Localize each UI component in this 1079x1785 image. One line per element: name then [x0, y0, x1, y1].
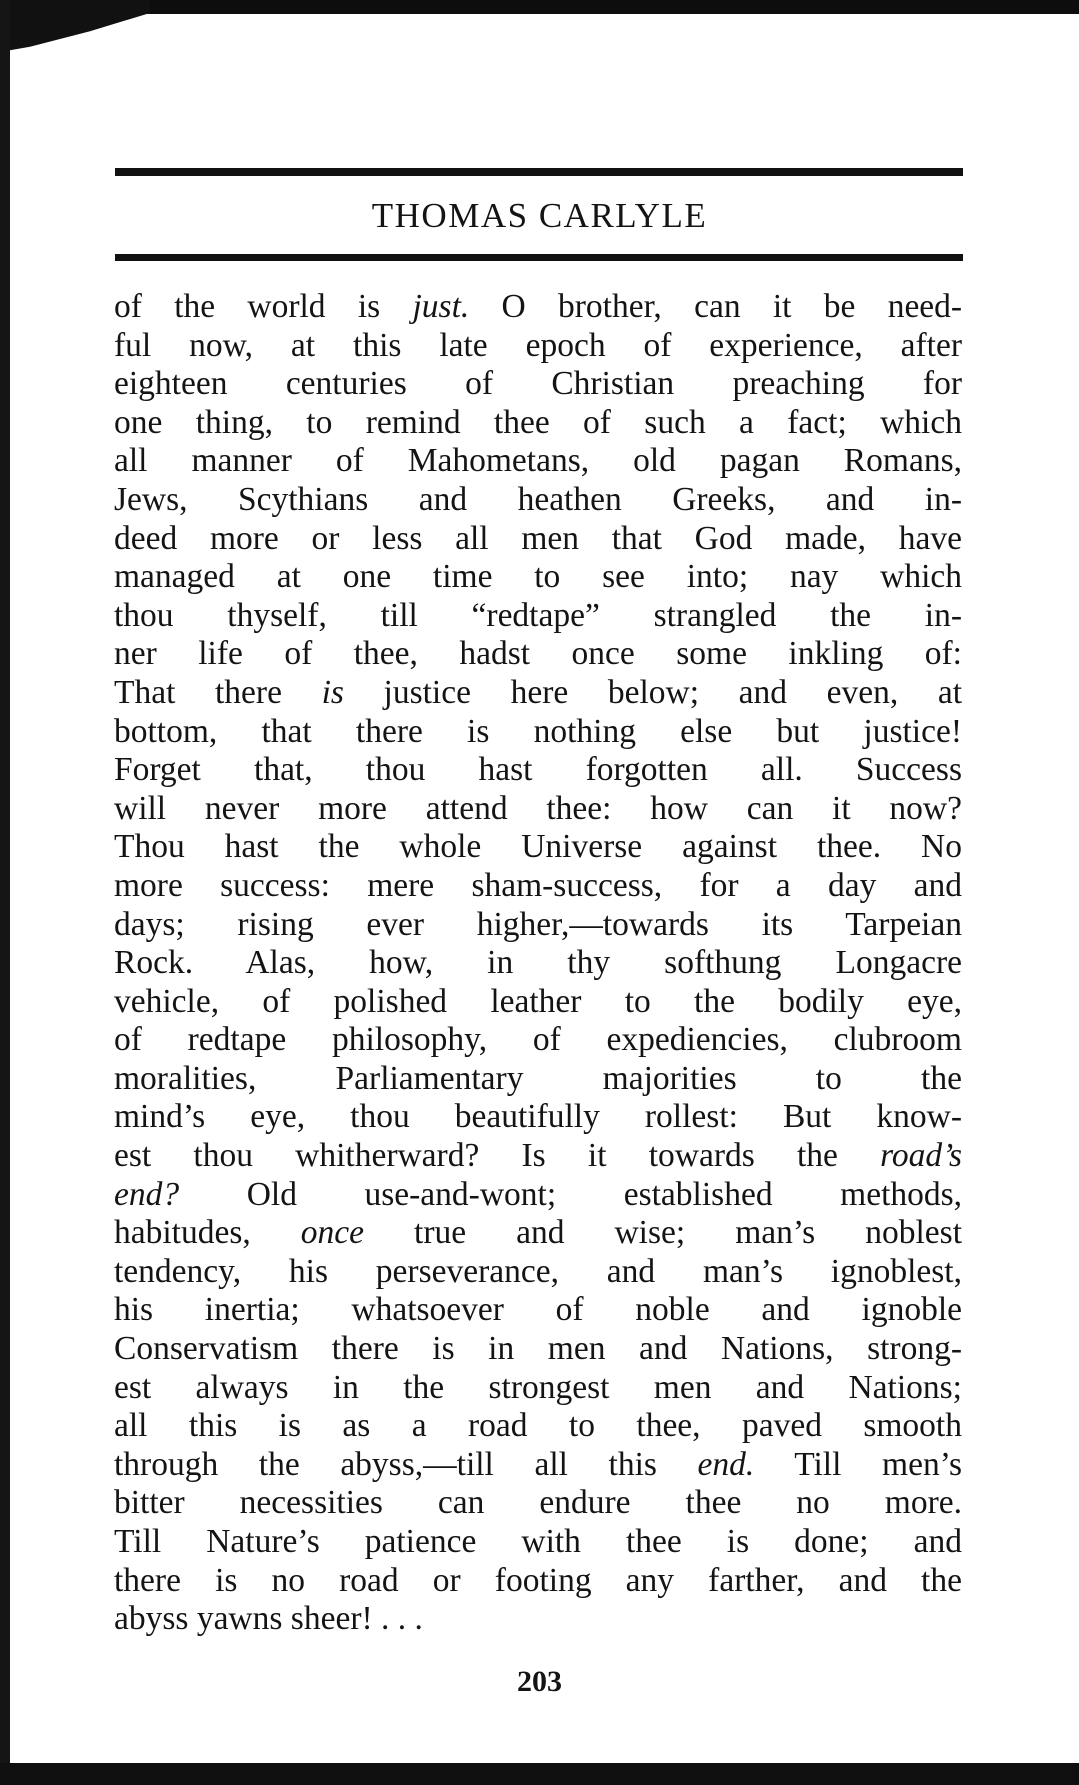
- text-line: there is no road or footing any farther, and the: [114, 1561, 962, 1599]
- text-line: Rock. Alas, how, in thy softhung Longacre: [114, 944, 962, 982]
- text-line: one thing, to remind thee of such a fact; which: [114, 403, 962, 441]
- text-line: est always in the strongest men and Nations;: [114, 1368, 962, 1406]
- body-text: [114, 288, 962, 1639]
- text-line: bottom, that there is nothing else but justice!: [114, 712, 962, 750]
- text-line: of the world is just. O brother, can it be need-: [114, 288, 963, 325]
- text-line: That there is justice here below; and even, at: [114, 673, 963, 711]
- text-line: ner life of thee, hadst once some inkling of:: [114, 635, 962, 673]
- text-line: will never more attend thee: how can it now?: [114, 789, 962, 827]
- scan-edge-top: [0, 0, 1079, 14]
- text-line: all this is as a road to thee, paved smooth: [114, 1407, 962, 1445]
- scan-edge-bottom: [0, 1763, 1079, 1785]
- text-line: mind’s eye, thou beautifully rollest: But know-: [114, 1098, 962, 1136]
- text-line: Conservatism there is in men and Nations, strong-: [114, 1330, 962, 1368]
- text-line: deed more or less all men that God made, have: [114, 519, 962, 557]
- text-line: bitter necessities can endure thee no more.: [114, 1484, 962, 1522]
- text-line: tendency, his perseverance, and man’s ignoblest,: [114, 1252, 962, 1290]
- header-rule-top: [115, 168, 963, 176]
- text-line: Till Nature’s patience with thee is done; and: [114, 1523, 962, 1560]
- text-line: habitudes, once true and wise; man’s noblest: [114, 1214, 963, 1252]
- text-line: all manner of Mahometans, old pagan Romans,: [114, 442, 962, 480]
- text-line: his inertia; whatsoever of noble and ignoble: [114, 1291, 962, 1329]
- scan-edge-left: [0, 0, 10, 1785]
- scan-edge-corner: [0, 0, 150, 52]
- text-line: moralities, Parliamentary majorities to the: [114, 1059, 962, 1097]
- text-line: eighteen centuries of Christian preaching for: [114, 365, 962, 403]
- page-number: 203: [517, 1665, 562, 1698]
- header-rule-bottom: [115, 254, 963, 261]
- text-line: end? Old use-and-wont; established methods,: [114, 1175, 963, 1213]
- text-line: Forget that, thou hast forgotten all. Success: [114, 751, 962, 789]
- text-line: est thou whitherward? Is it towards the road’s: [114, 1137, 963, 1175]
- text-line: Jews, Scythians and heathen Greeks, and in-: [114, 480, 962, 518]
- text-line: thou thyself, till “redtape” strangled the in-: [114, 596, 962, 634]
- text-line: managed at one time to see into; nay which: [114, 558, 962, 596]
- text-line: days; rising ever higher,—towards its Tarpeian: [114, 905, 962, 943]
- text-line: abyss yawns sheer! . . .: [114, 1600, 423, 1638]
- text-line: vehicle, of polished leather to the bodily eye,: [114, 982, 962, 1020]
- text-line: Thou hast the whole Universe against thee. No: [114, 828, 962, 866]
- text-line: through the abyss,—till all this end. Till men’s: [114, 1445, 963, 1483]
- text-line: ful now, at this late epoch of experience, after: [114, 326, 962, 364]
- text-line: more success: mere sham-success, for a day and: [114, 866, 962, 904]
- text-line: of redtape philosophy, of expediencies, clubroom: [114, 1021, 962, 1059]
- running-head: THOMAS CARLYLE: [371, 196, 708, 235]
